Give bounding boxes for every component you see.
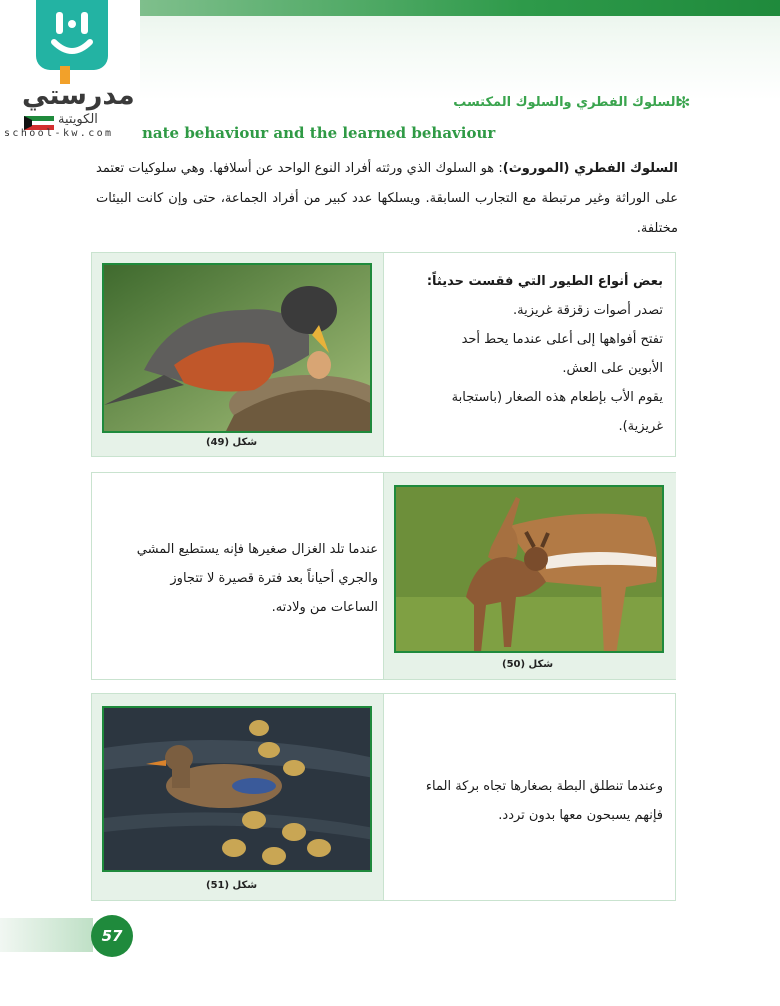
footer-bar: [0, 918, 93, 952]
text-line: الأبوين على العش.: [562, 361, 663, 376]
smile-icon: [36, 0, 108, 70]
figure-caption: شكل (49): [206, 437, 258, 448]
gazelle-photo: [394, 485, 664, 653]
bird-feeding-photo: [102, 263, 372, 433]
text-line: وعندما تنطلق البطة بصغارها تجاه بركة الماء: [425, 779, 663, 794]
text-line: بعض أنواع الطيور التي فقست حديثاً:: [426, 274, 663, 289]
text-line: فإنهم يسبحون معها بدون تردد.: [498, 808, 663, 823]
panel-text: [102, 535, 378, 622]
panel-divider: [383, 253, 384, 456]
panel-divider: [383, 473, 384, 679]
panel-text: [387, 267, 663, 441]
intro-paragraph: [96, 154, 678, 244]
page-number: 57: [91, 915, 133, 957]
logo-mark: [36, 0, 108, 70]
section-title-en: nate behaviour and the learned behaviour: [142, 124, 496, 142]
intro-text: : هو السلوك الذي ورثته أفراد النوع الواحد عن أسلافها. وهي سلوكيات تعتمد على الوراثة وغير مرتبطة مع التجارب السابقة. ويسلكها عدد كبير من أفراد الجماعة، حتى وإن كانت البيئات مختلفة.: [96, 161, 678, 236]
panel-divider: [383, 694, 384, 900]
logo-subtitle: الكويتية: [58, 112, 98, 127]
text-line: تفتح أفواهها إلى أعلى عندما يحط أحد: [461, 332, 663, 347]
panel-gazelle: [91, 472, 676, 680]
text-line: تصدر أصوات زقزقة غريزية.: [513, 303, 663, 318]
logo-url: school-kw.com: [4, 128, 114, 139]
text-line: غريزية).: [618, 419, 663, 434]
intro-term: السلوك الفطري (الموروث): [502, 161, 678, 176]
panel-birds: [91, 252, 676, 457]
text-line: والجري أحياناً بعد فترة قصيرة لا تتجاوز: [170, 571, 378, 586]
figure-caption: شكل (51): [206, 880, 258, 891]
section-title-ar: السلوك الفطري والسلوك المكتسب: [453, 95, 680, 110]
school-logo[interactable]: [0, 0, 140, 140]
header-stripe: [140, 0, 780, 16]
duck-ducklings-photo: [102, 706, 372, 872]
panel-ducks: [91, 693, 676, 901]
star-bullet-icon: ✻: [677, 93, 691, 112]
text-line: الساعات من ولادته.: [271, 600, 378, 615]
figure-caption: شكل (50): [502, 659, 554, 670]
logo-name: مدرستي: [22, 80, 135, 111]
text-line: عندما تلد الغزال صغيرها فإنه يستطيع المشي: [136, 542, 378, 557]
text-line: يقوم الأب بإطعام هذه الصغار (باستجابة: [451, 390, 663, 405]
panel-text: [387, 772, 663, 830]
